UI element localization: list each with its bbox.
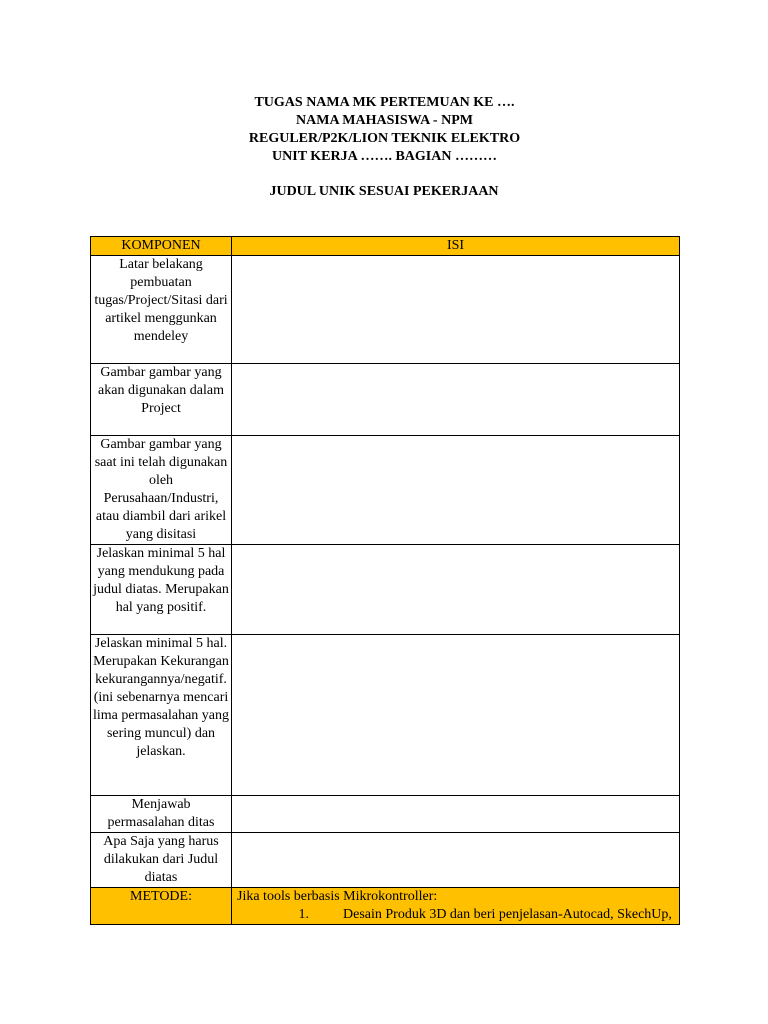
component-table [90, 236, 680, 925]
isi-cell[interactable] [232, 436, 680, 545]
document-header [0, 94, 768, 166]
header-line-program: REGULER/P2K/LION TEKNIK ELEKTRO [248, 131, 521, 146]
metode-item-text: Desain Produk 3D dan beri penjelasan-Autocad, SkechUp, [343, 907, 672, 922]
komponen-cell: Jelaskan minimal 5 hal yang mendukung pada judul diatas. Merupakan hal yang positif. [91, 545, 232, 635]
header-line-unit: UNIT KERJA ……. BAGIAN ……… [272, 149, 497, 164]
isi-cell[interactable] [232, 635, 680, 796]
column-header-komponen: KOMPONEN [91, 237, 232, 256]
document-subtitle: JUDUL UNIK SESUAI PEKERJAAN [269, 184, 499, 199]
metode-label: METODE: [91, 888, 232, 925]
komponen-cell: Gambar gambar yang saat ini telah digunakan oleh Perusahaan/Industri, atau diambil dari arikel yang disitasi [91, 436, 232, 545]
metode-row [91, 888, 680, 925]
table-row [91, 256, 680, 364]
table-row [91, 796, 680, 833]
komponen-cell: Menjawab permasalahan ditas [91, 796, 232, 833]
metode-content [232, 888, 680, 925]
table-row [91, 436, 680, 545]
komponen-cell: Gambar gambar yang akan digunakan dalam Project [91, 364, 232, 436]
table-row [91, 635, 680, 796]
table-row [91, 545, 680, 635]
header-line-student: NAMA MAHASISWA - NPM [296, 113, 473, 128]
komponen-cell: Latar belakang pembuatan tugas/Project/Sitasi dari artikel menggunkan mendeley [91, 256, 232, 364]
column-header-isi: ISI [232, 237, 680, 256]
metode-item-number: 1. [298, 907, 309, 922]
komponen-cell: Jelaskan minimal 5 hal. Merupakan Kekurangan kekurangannya/negatif. (ini sebenarnya mencari lima permasalahan yang sering muncul) dan jelaskan. [91, 635, 232, 796]
isi-cell[interactable] [232, 833, 680, 888]
header-line-assignment: TUGAS NAMA MK PERTEMUAN KE …. [254, 95, 515, 110]
metode-list-item [237, 906, 678, 924]
isi-cell[interactable] [232, 545, 680, 635]
table-header-row [91, 237, 680, 256]
komponen-cell: Apa Saja yang harus dilakukan dari Judul diatas [91, 833, 232, 888]
isi-cell[interactable] [232, 364, 680, 436]
isi-cell[interactable] [232, 796, 680, 833]
metode-intro: Jika tools berbasis Mikrokontroller: [237, 889, 438, 904]
table-row [91, 833, 680, 888]
isi-cell[interactable] [232, 256, 680, 364]
table-row [91, 364, 680, 436]
